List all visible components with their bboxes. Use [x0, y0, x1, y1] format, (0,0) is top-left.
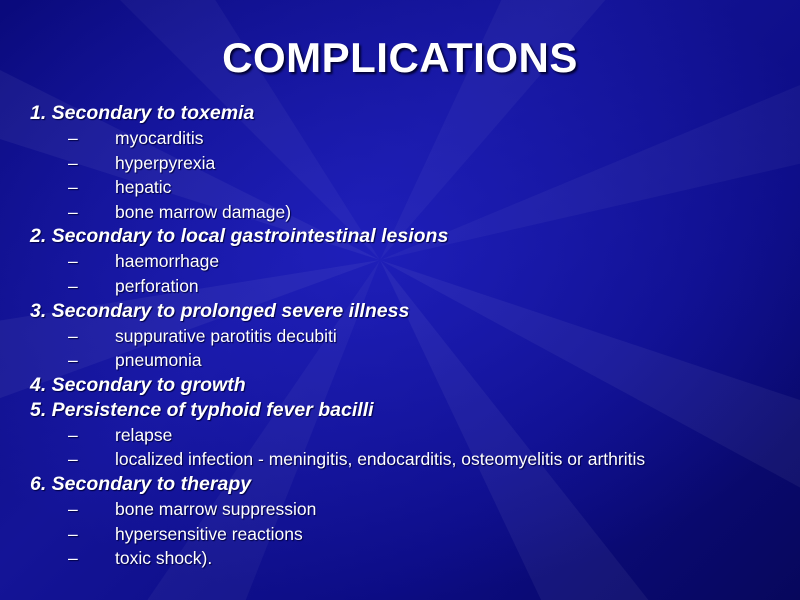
list-item-text: haemorrhage	[115, 251, 220, 272]
list-item	[30, 546, 790, 571]
slide-title: COMPLICATIONS	[222, 34, 578, 81]
list-item	[30, 423, 790, 448]
bullet-list	[30, 101, 790, 571]
dash-bullet: –	[68, 523, 78, 544]
dash-bullet: –	[68, 201, 78, 222]
list-item	[30, 126, 790, 151]
dash-bullet: –	[68, 177, 78, 198]
list-item-text: hypersensitive reactions	[115, 523, 303, 544]
section-heading: 5. Persistence of typhoid fever bacilli	[30, 398, 374, 421]
dash-bullet: –	[68, 449, 78, 470]
section-heading: 3. Secondary to prolonged severe illness	[30, 299, 410, 322]
dash-bullet: –	[68, 128, 78, 148]
list-item-text: bone marrow suppression	[115, 498, 317, 519]
dash-bullet: –	[68, 548, 78, 569]
section-heading: 1. Secondary to toxemia	[30, 102, 255, 124]
section-heading: 6. Secondary to therapy	[30, 472, 252, 495]
list-item	[30, 497, 790, 522]
list-item	[30, 348, 790, 373]
dash-bullet: –	[68, 152, 78, 173]
list-item	[30, 151, 790, 176]
dash-bullet: –	[68, 350, 78, 371]
list-item-text: relapse	[115, 424, 173, 445]
list-item	[30, 175, 790, 200]
list-item	[30, 447, 790, 472]
list-item-text: bone marrow damage)	[115, 201, 292, 222]
dash-bullet: –	[68, 325, 78, 346]
dash-bullet: –	[68, 251, 78, 272]
dash-bullet: –	[68, 424, 78, 445]
list-item	[30, 522, 790, 547]
list-item-text: localized infection - meningitis, endocarditis, osteomyelitis or arthritis	[115, 449, 646, 470]
list-item	[30, 274, 790, 299]
list-item	[30, 200, 790, 225]
list-item-text: toxic shock).	[115, 548, 213, 569]
list-item-text: myocarditis	[115, 128, 204, 148]
dash-bullet: –	[68, 498, 78, 519]
section-heading: 4. Secondary to growth	[30, 373, 246, 396]
list-item-text: pneumonia	[115, 350, 202, 371]
list-item-text: suppurative parotitis decubiti	[115, 325, 337, 346]
list-item	[30, 249, 790, 274]
dash-bullet: –	[68, 275, 78, 296]
list-item-text: perforation	[115, 275, 199, 296]
list-item-text: hepatic	[115, 177, 172, 198]
list-item	[30, 324, 790, 349]
list-item-text: hyperpyrexia	[115, 152, 216, 173]
section-heading: 2. Secondary to local gastrointestinal lesions	[30, 225, 449, 248]
